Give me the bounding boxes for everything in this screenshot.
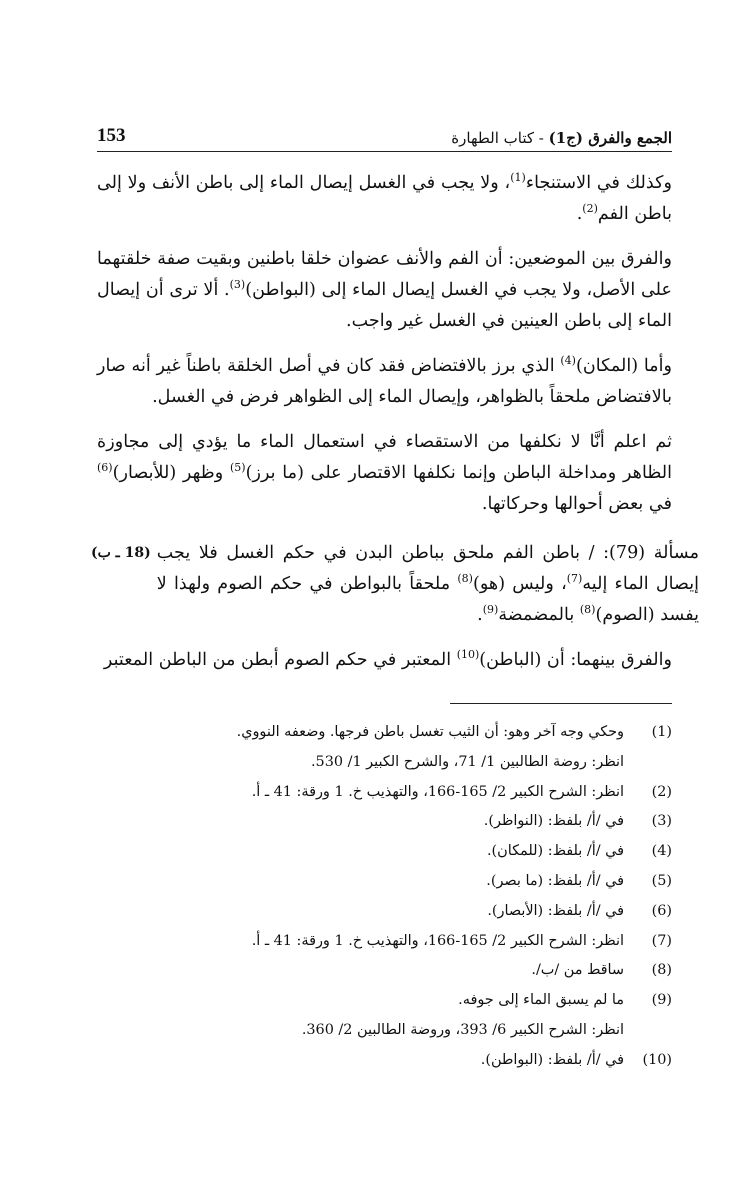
footnote-number: (10) — [642, 1051, 672, 1068]
footnote-ref: (10) — [456, 648, 480, 662]
footnote-number: (2) — [651, 783, 672, 800]
footnote-text: انظر: الشرح الكبير 2/ 165-166، والتهذيب خ. 1 ورقة: 41 ـ أ. — [251, 932, 624, 949]
footnote-ref: (7) — [566, 572, 583, 586]
running-header — [97, 118, 672, 152]
footnote-ref: (6) — [97, 461, 113, 475]
section-title: - كتاب الطهارة — [451, 129, 549, 147]
footnote-ref: (8) — [457, 572, 473, 586]
paragraph-6: والفرق بينهما: أن (الباطن)$^{(10)}$ المعتبر في حكم الصوم أبطن من الباطن المعتبر — [103, 648, 672, 670]
footnote-number: (9) — [651, 992, 672, 1009]
footnote-number: (4) — [651, 843, 672, 860]
footnote-row — [155, 748, 672, 778]
footnote-row — [155, 986, 672, 1016]
footnote-row — [155, 956, 672, 986]
footnote-text: وحكي وجه آخر وهو: أن الثيب تغسل باطن فرجها. وضعفه النووي. — [236, 724, 624, 740]
masala-79-block — [91, 538, 699, 631]
footnote-number: (8) — [651, 962, 672, 979]
footnote-text: في /أ/ بلفظ: (للمكان). — [486, 843, 624, 860]
footnote-text: انظر: الشرح الكبير 6/ 393، وروضة الطالبين 2/ 360. — [301, 1021, 624, 1038]
footnote-text: في /أ/ بلفظ: (النواظر). — [483, 813, 624, 830]
margin-note: (18 ـ ب) — [91, 545, 151, 561]
footnote-row — [155, 718, 672, 748]
footnote-number: (5) — [651, 872, 672, 889]
footnote-separator — [450, 703, 672, 704]
footnotes — [155, 718, 672, 1076]
footnote-row — [155, 897, 672, 927]
paragraph-2: والفرق بين الموضعين: أن الفم والأنف عضوان خلقا باطنين وبقيت صفة خلقتهما على الأصل، ولا يجب في الغسل إيصال الماء إلى (البواطن)$^{(3)}$. ألا ترى أن إيصال الماء إلى باطن العينين في الغسل غير واجب. — [97, 249, 672, 331]
footnote-text: في /أ/ بلفظ: (ما بصر). — [486, 872, 624, 889]
footnote-ref: (4) — [560, 354, 576, 368]
footnote-ref: (8) — [579, 603, 596, 617]
footnote-ref: (9) — [482, 603, 499, 617]
footnote-text: في /أ/ بلفظ: (البواطن). — [480, 1051, 624, 1068]
footnote-row — [155, 867, 672, 897]
page-number: 153 — [97, 125, 126, 146]
footnote-text: انظر: الشرح الكبير 2/ 165-166، والتهذيب خ. 1 ورقة: 41 ـ أ. — [251, 783, 624, 800]
footnote-row — [155, 807, 672, 837]
footnote-text: انظر: روضة الطالبين 1/ 71، والشرح الكبير 1/ 530. — [310, 753, 624, 770]
footnote-number: (6) — [651, 902, 672, 919]
paragraph-3: وأما (المكان)$^{(4)}$ الذي برز بالافتضاض فقد كان في أصل الخلقة باطناً غير أنه صار بالافتضاض ملحقاً بالظواهر، وإيصال الماء إلى الظواهر فرض في الغسل. — [97, 354, 672, 407]
main-text — [91, 168, 700, 690]
footnote-text: ساقط من /ب/. — [531, 962, 624, 979]
footnote-row — [155, 927, 672, 957]
footnote-ref: (1) — [510, 171, 526, 185]
footnote-ref: (2) — [582, 202, 598, 216]
footnote-row — [155, 1046, 672, 1076]
footnote-number: (7) — [651, 932, 672, 949]
footnote-text: في /أ/ بلفظ: (الأبصار). — [487, 902, 624, 919]
masala-79: مسألة (79): / باطن الفم ملحق بباطن البدن في حكم الغسل فلا يجب إيصال الماء إليه$^{(7)}$، وليس (هو)$^{(8)}$ ملحقاً بالبواطن في حكم الصوم ولهذا لا يفسد (الصوم)$^{(8)}$ بالمضمضة$^{(9)}$. — [156, 543, 700, 625]
footnote-number: (1) — [651, 724, 672, 740]
book-title: الجمع والفرق (ج1) — [548, 129, 672, 147]
footnote-text: ما لم يسبق الماء إلى جوفه. — [458, 992, 624, 1009]
footnote-row — [155, 837, 672, 867]
footnote-row — [155, 778, 672, 808]
footnote-ref: (3) — [229, 278, 246, 292]
footnote-row — [155, 1016, 672, 1046]
paragraph-1: وكذلك في الاستنجاء$^{(1)}$، ولا يجب في الغسل إيصال الماء إلى باطن الأنف ولا إلى باطن الفم$^{(2)}$. — [97, 171, 672, 224]
paragraph-4: ثم اعلم أنَّا لا نكلفها من الاستقصاء في استعمال الماء ما يؤدي إلى مجاوزة الظاهر ومداخلة الباطن وإنما نكلفها الاقتصار على (ما برز)$^{(5)}$ وظهر (للأبصار)$^{(6)}$ في بعض أحوالها وحركاتها. — [97, 432, 673, 514]
footnote-ref: (5) — [230, 461, 246, 475]
footnote-number: (3) — [651, 813, 672, 830]
header-title — [451, 129, 672, 147]
